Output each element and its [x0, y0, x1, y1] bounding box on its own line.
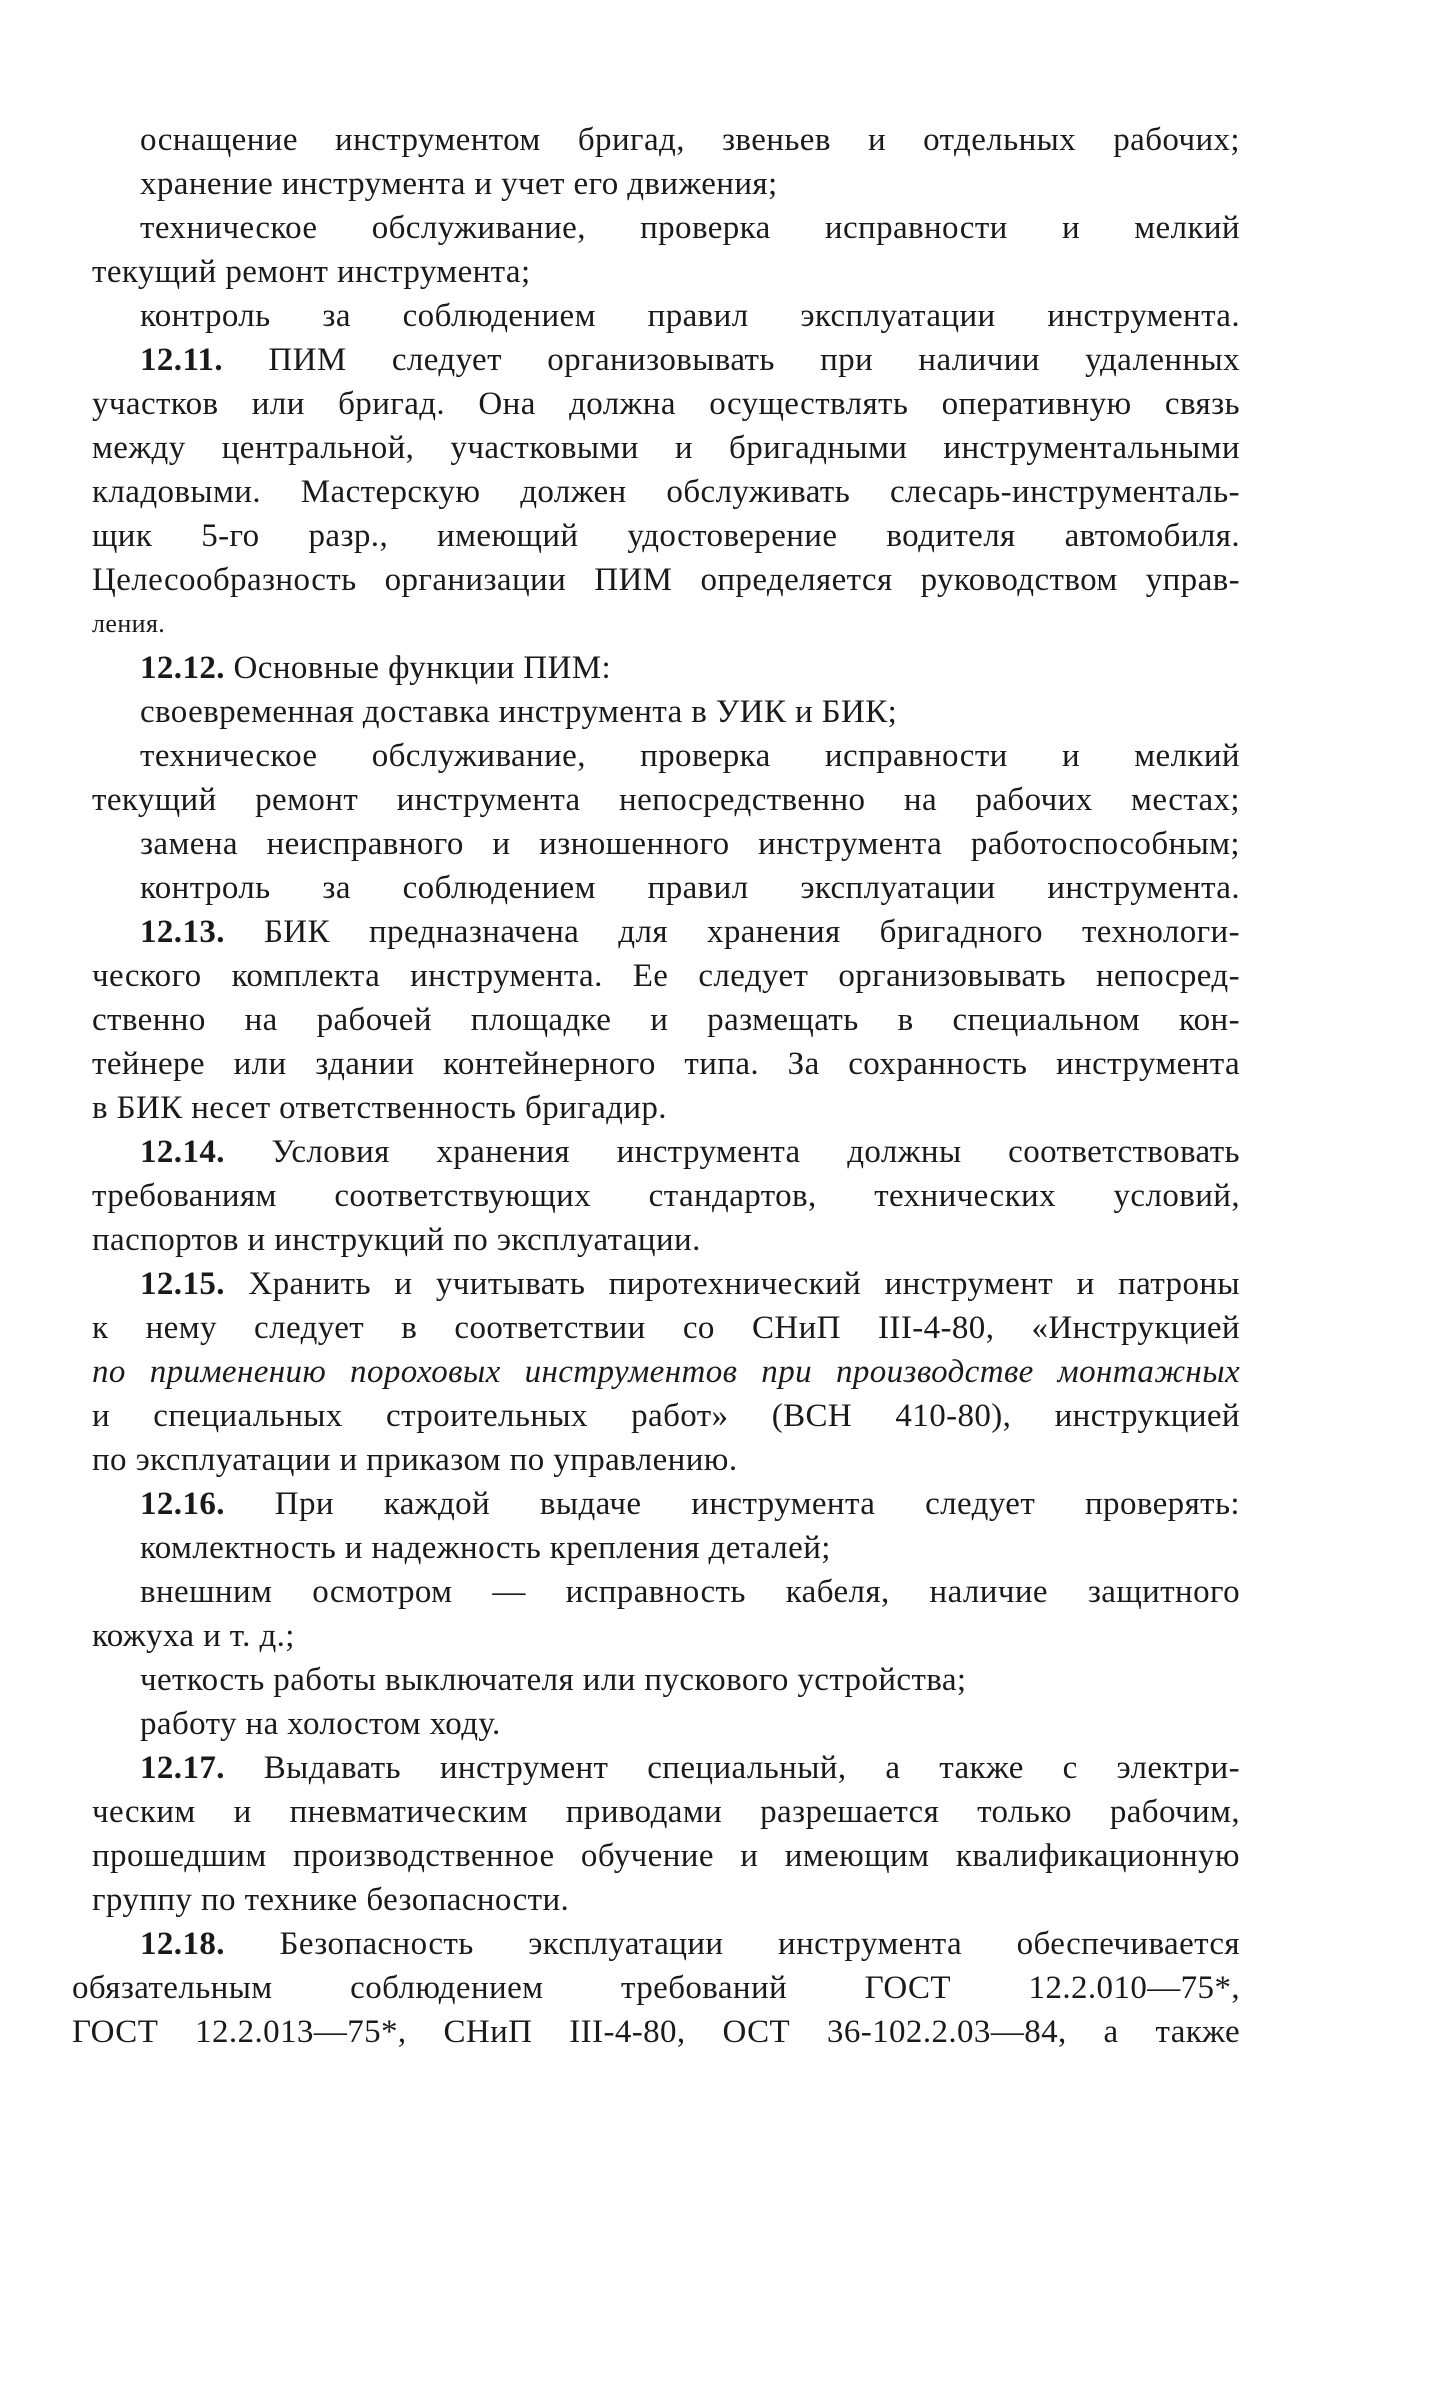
text-line: требованиям соответствующих стандартов, технических условий,: [92, 1178, 1240, 1214]
text-line: тейнере или здании контейнерного типа. За сохранность инструмента: [92, 1046, 1240, 1082]
text-line: кожуха и т. д.;: [92, 1618, 295, 1654]
paragraph-start: [140, 1130, 1240, 1174]
text-run: Хранить и учитывать пиротехнический инструмент и патроны: [224, 1266, 1240, 1302]
clause-number: 12.16.: [140, 1486, 225, 1522]
text-run: Безопасность эксплуатации инструмента обеспечивается: [224, 1926, 1240, 1962]
text-line: щик 5-го разр., имеющий удостоверение водителя автомобиля.: [92, 518, 1240, 554]
text-line: группу по технике безопасности.: [92, 1882, 570, 1918]
text-line: обязательным соблюдением требований ГОСТ 12.2.010—75*,: [72, 1970, 1240, 2006]
text-line: текущий ремонт инструмента;: [92, 254, 531, 290]
text-line: техническое обслуживание, проверка исправности и мелкий: [140, 210, 1240, 246]
text-line: оснащение инструментом бригад, звеньев и отдельных рабочих;: [140, 122, 1240, 158]
text-line: кладовыми. Мастерскую должен обслуживать слесарь-инструменталь-: [92, 474, 1240, 510]
text-line: четкость работы выключателя или пускового устройства;: [140, 1662, 967, 1698]
text-line: техническое обслуживание, проверка исправности и мелкий: [140, 738, 1240, 774]
text-run: Условия хранения инструмента должны соответствовать: [224, 1134, 1240, 1170]
clause-number: 12.15.: [140, 1266, 225, 1302]
text-line: ГОСТ 12.2.013—75*, СНиП III-4-80, ОСТ 36-102.2.03—84, а также: [72, 2014, 1240, 2050]
clause-number: 12.14.: [140, 1134, 225, 1170]
text-line: хранение инструмента и учет его движения;: [140, 166, 778, 202]
text-line: внешним осмотром — исправность кабеля, наличие защитного: [140, 1574, 1240, 1610]
paragraph-start: [140, 1922, 1240, 1966]
text-line: ления.: [92, 609, 166, 638]
text-line: Целесообразность организации ПИМ определяется руководством управ-: [92, 562, 1240, 598]
text-run: Выдавать инструмент специальный, а также с электри-: [224, 1750, 1240, 1786]
text-line: ческим и пневматическим приводами разрешается только рабочим,: [92, 1794, 1240, 1830]
text-line: комлектность и надежность крепления деталей;: [140, 1530, 831, 1566]
text-line: по эксплуатации и приказом по управлению.: [92, 1442, 738, 1478]
text-line: своевременная доставка инструмента в УИК и БИК;: [140, 694, 898, 730]
clause-number: 12.13.: [140, 914, 225, 950]
text-line: работу на холостом ходу.: [140, 1706, 501, 1742]
text-line: контроль за соблюдением правил эксплуатации инструмента.: [140, 870, 1240, 906]
text-line: в БИК несет ответственность бригадир.: [92, 1090, 667, 1126]
paragraph-start: [140, 910, 1240, 954]
text-run: БИК предназначена для хранения бригадного технологи-: [224, 914, 1240, 950]
text-run: Основные функции ПИМ:: [224, 650, 612, 686]
text-line: между центральной, участковыми и бригадными инструментальными: [92, 430, 1240, 466]
clause-number: 12.18.: [140, 1926, 225, 1962]
text-line: ственно на рабочей площадке и размещать в специальном кон-: [92, 1002, 1240, 1038]
paragraph-start: [140, 1746, 1240, 1790]
text-line: по применению пороховых инструментов при производстве монтажных: [92, 1354, 1240, 1390]
paragraph-start: [140, 1262, 1240, 1306]
text-line: к нему следует в соответствии со СНиП III-4-80, «Инструкцией: [92, 1310, 1240, 1346]
text-line: ческого комплекта инструмента. Ее следует организовывать непосред-: [92, 958, 1240, 994]
text-line: участков или бригад. Она должна осуществлять оперативную связь: [92, 386, 1240, 422]
clause-number: 12.12.: [140, 650, 225, 686]
paragraph-start: [140, 1482, 1240, 1526]
text-run: При каждой выдаче инструмента следует проверять:: [224, 1486, 1240, 1522]
paragraph-start: [140, 646, 1240, 690]
text-line: прошедшим производственное обучение и имеющим квалификационную: [92, 1838, 1240, 1874]
paragraph-start: [140, 338, 1240, 382]
text-line: замена неисправного и изношенного инструмента работоспособным;: [140, 826, 1240, 862]
clause-number: 12.11.: [140, 342, 224, 378]
text-run: ПИМ следует организовывать при наличии удаленных: [223, 342, 1240, 378]
text-line: и специальных строительных работ» (ВСН 410-80), инструкцией: [92, 1398, 1240, 1434]
clause-number: 12.17.: [140, 1750, 225, 1786]
text-line: текущий ремонт инструмента непосредственно на рабочих местах;: [92, 782, 1240, 818]
text-line: контроль за соблюдением правил эксплуатации инструмента.: [140, 298, 1240, 334]
text-line: паспортов и инструкций по эксплуатации.: [92, 1222, 701, 1258]
